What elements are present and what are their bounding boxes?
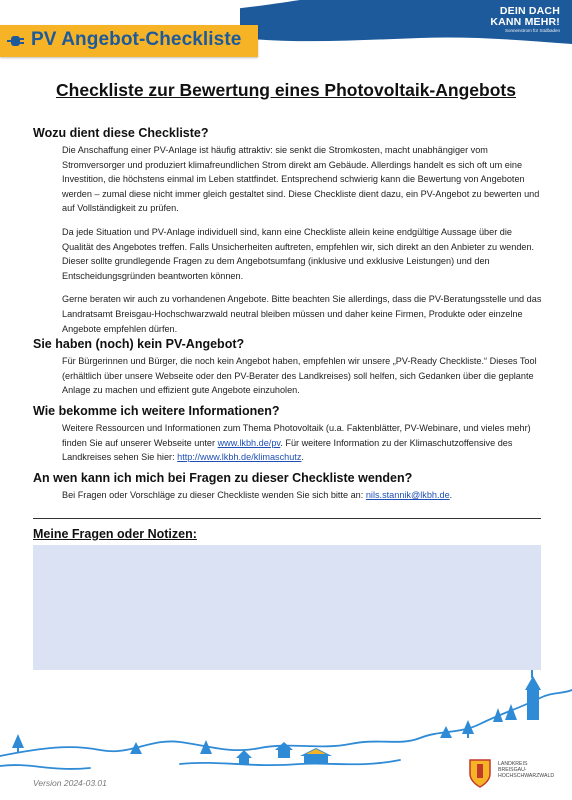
text-segment: Bei Fragen oder Vorschläge zu dieser Checkliste wenden Sie sich bitte an: xyxy=(62,490,366,500)
section-heading: Wozu dient diese Checkliste? xyxy=(33,126,209,140)
section-paragraph: Da jede Situation und PV-Anlage individuell sind, kann eine Checkliste allein keine endgültige Aussage über die Qualität des Angebotes treffen. Falls Unsicherheiten auftreten, empfehlen wir, sich direkt an den Anbieter zu wenden. Dieser sollte grundlegende Fragen zu dem Angebotsumfang (inklusive und exklusive Leistungen) und den Entscheidungsgründen beantworten können. xyxy=(62,226,535,281)
section-paragraph: Gerne beraten wir auch zu vorhandenen Angebote. Bitte beachten Sie allerdings, dass die PV-Beratungsstelle und das Landratsamt Breisgau-Hochschwarzwald neutral bleiben müssen und daher keine Firmen, Produkte oder einzelne Angebote empfehlen dürfen. xyxy=(62,294,542,334)
section-purpose xyxy=(33,126,543,336)
contact-email-link[interactable]: nils.stannik@lkbh.de xyxy=(365,490,450,500)
logo-line: HOCHSCHWARZWALD xyxy=(498,773,555,780)
text-segment: . xyxy=(449,490,453,500)
section-heading: Wie bekomme ich weitere Informationen? xyxy=(33,404,280,418)
text-segment: Weitere Ressourcen und Informationen zum Thema Photovoltaik (u.a. Faktenblätter, PV-Webinare, und vieles mehr) finden Sie auf unserer Webseite unter xyxy=(62,423,531,448)
section-more-info xyxy=(33,404,543,465)
section-paragraph xyxy=(62,488,452,503)
notes-label: Meine Fragen oder Notizen: xyxy=(33,527,197,541)
section-contact xyxy=(33,471,452,503)
version-label: Version 2024-03.01 xyxy=(33,778,107,788)
text-segment: . xyxy=(301,452,304,463)
brand-logo xyxy=(480,6,560,34)
section-paragraph: Die Anschaffung einer PV-Anlage ist häufig attraktiv: sie senkt die Stromkosten, macht unabhängiger vom Stromversorger und produziert klimafreundlichen Strom direkt am Gebäude. Allerdings handelt es sich oft um eine Investition, die höchstens einmal im Leben stattfindet. Entsprechend schwierig kann die Bewertung von Angeboten werden – zumal diese nicht immer gleich gestaltet sind. Diese Checkliste dient dazu, ein PV-Angebot zu bewerten und auf Vollständigkeit zu prüfen. xyxy=(62,145,540,214)
banner-title: PV Angebot-Checkliste xyxy=(31,29,242,50)
plug-icon xyxy=(7,33,25,49)
section-no-offer xyxy=(33,337,543,398)
section-paragraph: Für Bürgerinnen und Bürger, die noch kein Angebot haben, empfehlen wir unsere „PV-Ready Checkliste.“ Dieses Tool (erhältlich über unsere Webseite oder den PV-Berater des Landkreises) soll helfen, sich Gedanken über die geplante Anlage zu machen und effizient gute Angebote einzuholen. xyxy=(62,356,537,396)
divider xyxy=(33,518,541,519)
link-lkbh-pv[interactable]: www.lkbh.de/pv xyxy=(217,437,281,448)
section-heading: An wen kann ich mich bei Fragen zu dieser Checkliste wenden? xyxy=(33,471,413,485)
logo-line: LANDKREIS xyxy=(498,761,528,767)
title-banner xyxy=(0,25,258,57)
brand-line-1: DEIN DACH xyxy=(499,5,560,17)
link-lkbh-klimaschutz[interactable]: http://www.lkbh.de/klimaschutz xyxy=(177,452,302,463)
landkreis-logo xyxy=(468,758,568,792)
coat-of-arms-icon xyxy=(468,758,492,788)
text-segment: . Für weitere Information zu der Klimaschutzoffensive des Landkreises sehen Sie hier: xyxy=(62,437,513,463)
logo-line: BREISGAU- xyxy=(498,767,527,774)
page-title: Checkliste zur Bewertung eines Photovoltaik-Angebots xyxy=(56,80,516,100)
landkreis-text xyxy=(498,761,554,780)
brand-line-2: KANN MEHR! xyxy=(490,16,560,28)
section-paragraph xyxy=(62,421,543,465)
brand-line-3: Sonnenstrom für Südbaden xyxy=(504,28,560,33)
section-heading: Sie haben (noch) kein PV-Angebot? xyxy=(33,337,245,351)
notes-field[interactable] xyxy=(33,545,541,670)
